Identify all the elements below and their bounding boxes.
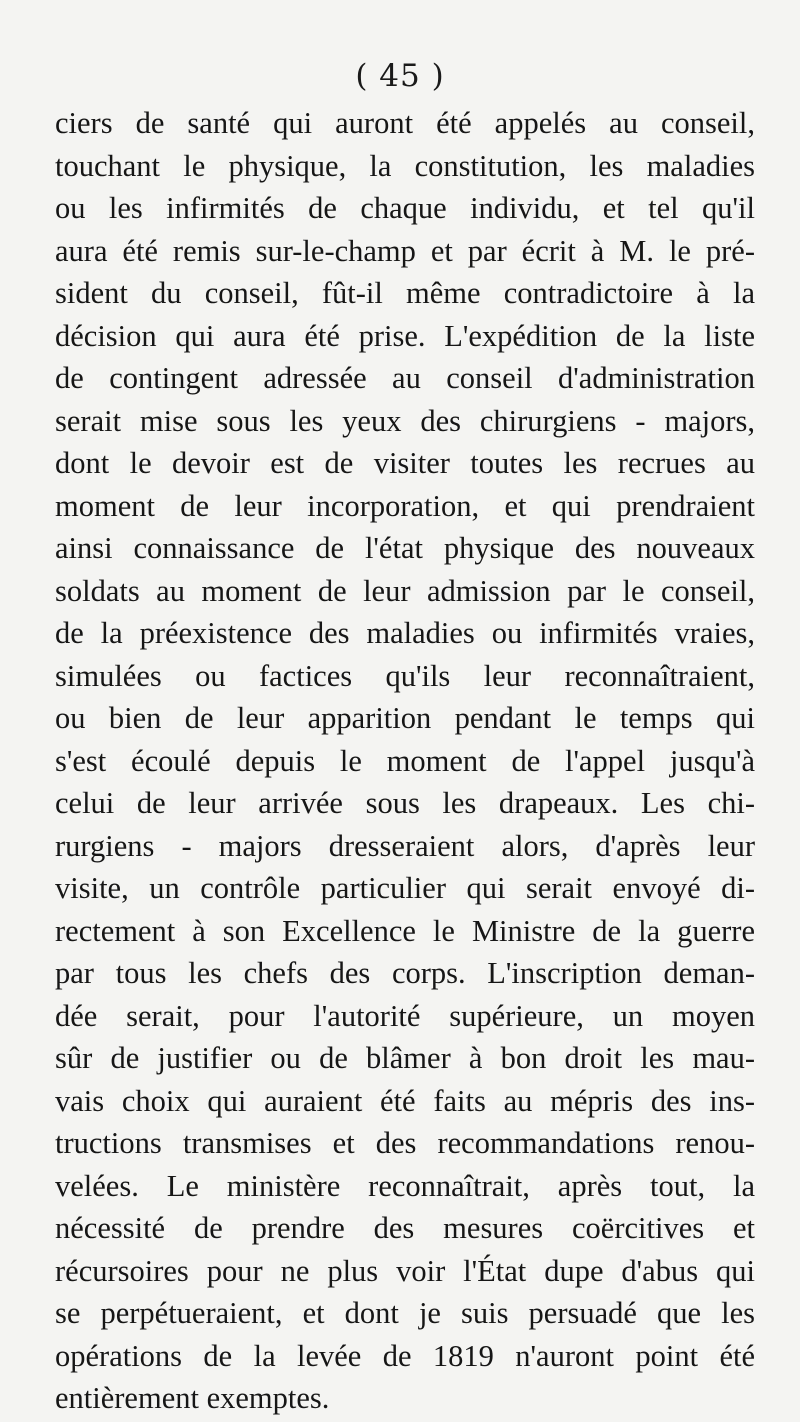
text-line: s'est écoulé depuis le moment de l'appel jusqu'à (55, 743, 755, 778)
text-line: vais choix qui auraient été faits au mépris des ins- (55, 1083, 755, 1118)
text-line: entièrement exemptes. (55, 1381, 330, 1415)
text-line: opérations de la levée de 1819 n'auront point été (55, 1338, 755, 1373)
page-number: ( 45 ) (355, 58, 445, 94)
text-line: récursoires pour ne plus voir l'État dupe d'abus qui (55, 1253, 755, 1288)
text-line: sûr de justifier ou de blâmer à bon droit les mau- (55, 1041, 755, 1075)
text-line: soldats au moment de leur admission par le conseil, (55, 573, 755, 608)
text-line: sident du conseil, fût-il même contradictoire à la (55, 276, 755, 310)
text-line: de la préexistence des maladies ou infirmités vraies, (55, 616, 755, 650)
text-line: tructions transmises et des recommandations renou- (55, 1126, 755, 1160)
text-line: celui de leur arrivée sous les drapeaux. Les chi- (55, 786, 755, 820)
text-line: ou les infirmités de chaque individu, et tel qu'il (55, 191, 755, 225)
text-line: aura été remis sur-le-champ et par écrit à M. le pré- (55, 233, 755, 268)
text-line: ou bien de leur apparition pendant le temps qui (55, 701, 755, 735)
text-line: décision qui aura été prise. L'expédition de la liste (55, 318, 755, 353)
text-line: ainsi connaissance de l'état physique des nouveaux (55, 531, 755, 565)
text-line: de contingent adressée au conseil d'administration (55, 361, 755, 395)
text-line: nécessité de prendre des mesures coërcitives et (55, 1211, 755, 1245)
text-line: dée serait, pour l'autorité supérieure, un moyen (55, 998, 755, 1033)
text-line: simulées ou factices qu'ils leur reconnaîtraient, (55, 658, 755, 693)
text-line: ciers de santé qui auront été appelés au conseil, (55, 106, 755, 140)
text-line: se perpétueraient, et dont je suis persuadé que les (55, 1296, 755, 1330)
text-line: par tous les chefs des corps. L'inscription deman- (55, 956, 755, 990)
text-line: serait mise sous les yeux des chirurgiens - majors, (55, 403, 755, 438)
body-text (55, 102, 755, 1420)
text-line: visite, un contrôle particulier qui serait envoyé di- (55, 871, 755, 905)
text-line: rectement à son Excellence le Ministre de la guerre (55, 913, 755, 948)
text-line: moment de leur incorporation, et qui prendraient (55, 488, 755, 523)
text-line: touchant le physique, la constitution, les maladies (55, 148, 755, 183)
text-line: velées. Le ministère reconnaîtrait, après tout, la (55, 1168, 755, 1203)
text-line: rurgiens - majors dresseraient alors, d'après leur (55, 828, 755, 863)
text-line: dont le devoir est de visiter toutes les recrues au (55, 446, 755, 480)
